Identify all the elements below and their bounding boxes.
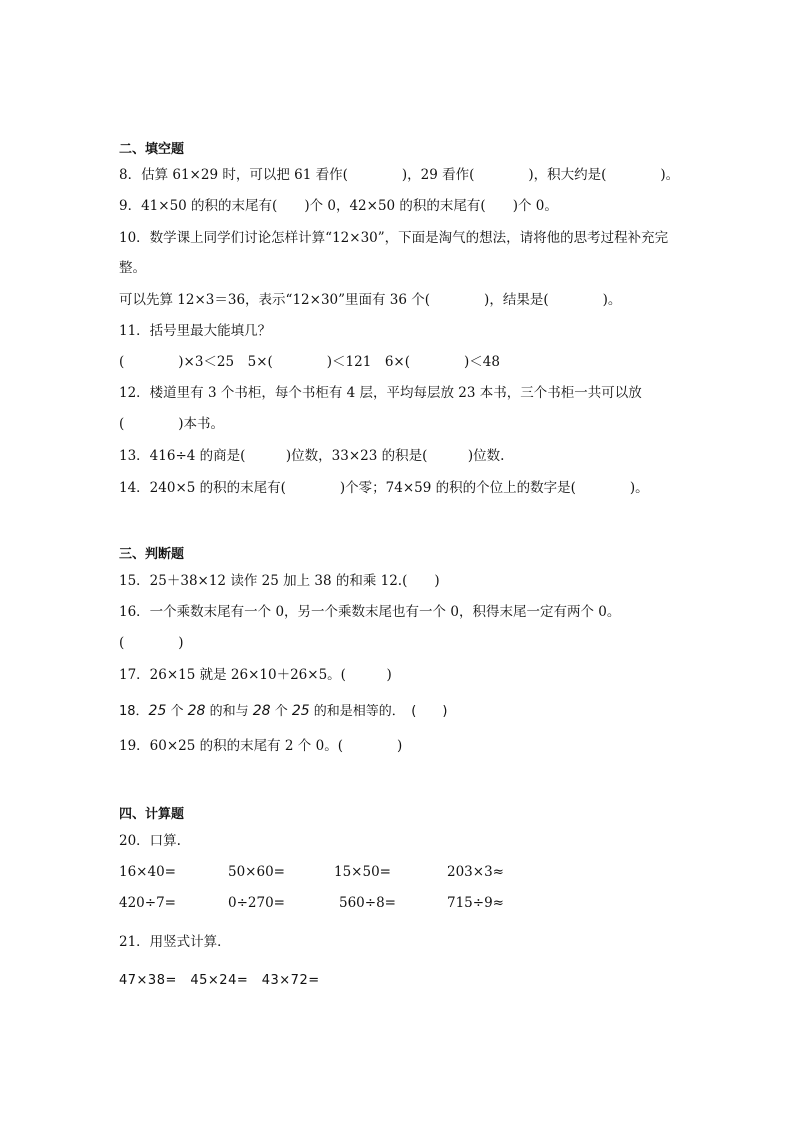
question-17: 17．26×15 就是 26×10＋26×5。( ) [119, 667, 392, 683]
oral-calc-item: 203×3≈ [447, 864, 504, 880]
question-18-text-a: 个 [166, 704, 188, 719]
oral-calc-item: 420÷7= [119, 895, 176, 911]
question-12-line2: ( )本书。 [119, 416, 225, 432]
question-11-blanks: ( )×3＜25 5×( )＜121 6×( )＜48 [119, 354, 500, 370]
question-16-line2: ( ) [119, 635, 184, 651]
question-19: 19．60×25 的积的末尾有 2 个 0。( ) [119, 738, 403, 754]
oral-calc-item: 560÷8= [339, 895, 396, 911]
question-18 [119, 702, 447, 721]
question-15: 15．25＋38×12 读作 25 加上 38 的和乘 12.( ) [119, 573, 440, 589]
question-18-num-a: 25 [148, 703, 167, 719]
question-18-text-d: 的和是相等的． ( ) [309, 704, 448, 719]
question-10-line3: 可以先算 12×3＝36，表示“12×30”里面有 36 个( )，结果是( )。 [119, 292, 622, 308]
oral-calc-item: 15×50= [334, 864, 391, 880]
oral-calc-item: 715÷9≈ [447, 895, 504, 911]
question-10-line2: 整。 [119, 260, 146, 276]
question-18-number: 18． [119, 704, 149, 719]
question-13: 13．416÷4 的商是( )位数，33×23 的积是( )位数. [119, 448, 505, 464]
question-16-line1: 16．一个乘数末尾有一个 0，另一个乘数末尾也有一个 0，积得末尾一定有两个 0。 [119, 604, 621, 620]
question-8: 8．估算 61×29 时，可以把 61 看作( )，29 看作( )，积大约是( )。 [119, 167, 680, 183]
question-18-num-c: 28 [252, 703, 271, 719]
question-10-line1: 10．数学课上同学们讨论怎样计算“12×30”，下面是淘气的想法，请将他的思考过程补充完 [119, 230, 669, 246]
question-21: 21．用竖式计算． [119, 934, 231, 950]
section-heading-calc: 四、计算题 [119, 807, 185, 822]
oral-calc-item: 16×40= [119, 864, 176, 880]
section-heading-judge: 三、判断题 [119, 547, 185, 562]
question-9: 9．41×50 的积的末尾有( )个 0，42×50 的积的末尾有( )个 0。 [119, 198, 558, 214]
question-11: 11．括号里最大能填几？ [119, 323, 272, 339]
question-18-num-d: 25 [291, 703, 310, 719]
question-18-num-b: 28 [187, 703, 206, 719]
oral-calc-item: 50×60= [228, 864, 285, 880]
question-14: 14．240×5 的积的末尾有( )个零；74×59 的积的个位上的数字是( )。 [119, 480, 649, 496]
question-18-text-b: 的和与 [205, 704, 253, 719]
question-12-line1: 12．楼道里有 3 个书柜，每个书柜有 4 层，平均每层放 23 本书，三个书柜一共可以放 [119, 385, 642, 401]
oral-calc-item: 0÷270= [228, 895, 285, 911]
question-18-text-c: 个 [270, 704, 292, 719]
question-20: 20．口算. [119, 833, 181, 849]
question-21-expressions: 47×38= 45×24= 43×72= [119, 973, 320, 988]
section-heading-fill-blank: 二、填空题 [119, 142, 185, 157]
